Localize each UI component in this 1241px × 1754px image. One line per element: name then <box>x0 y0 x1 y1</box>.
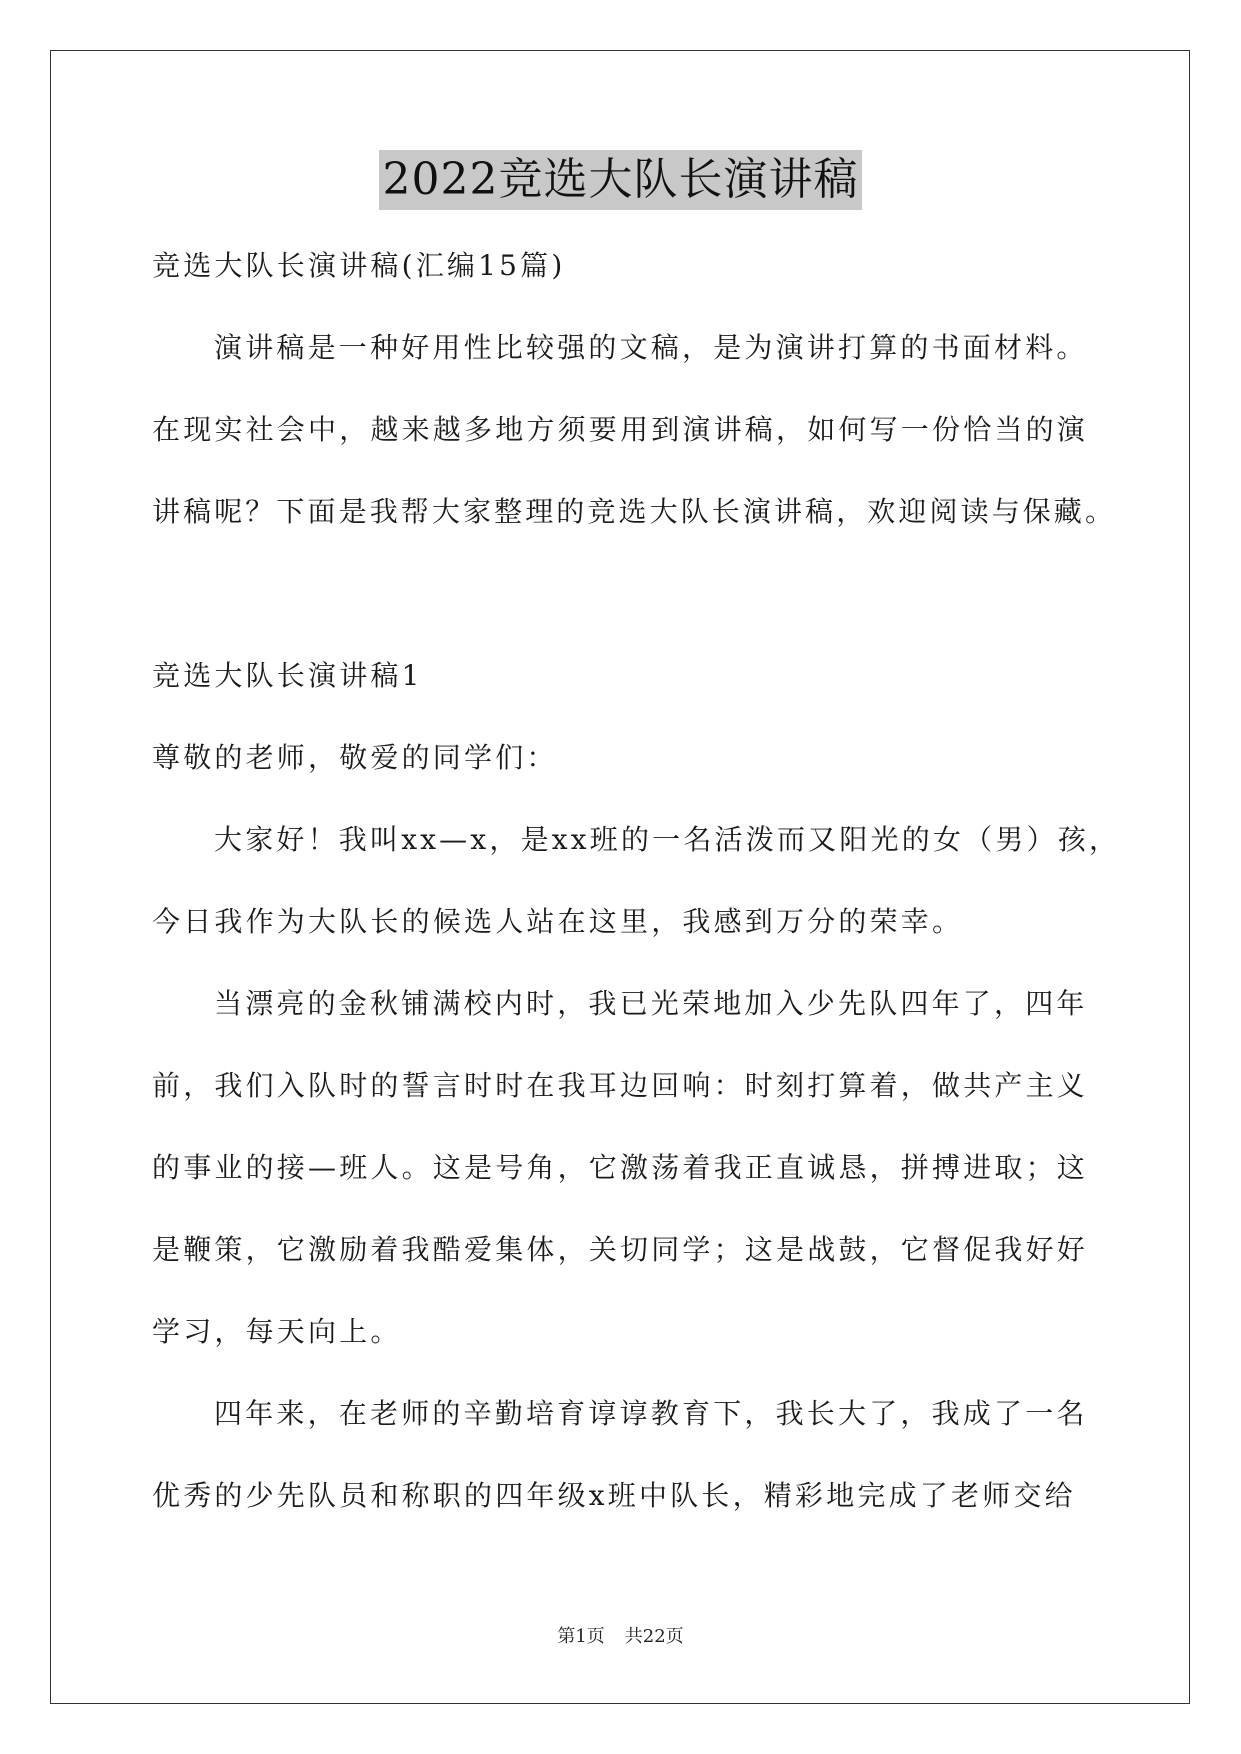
document-body <box>152 225 1121 1537</box>
paragraph-line: 的事业的接—班人。这是号角，它激荡着我正直诚恳，拼搏进取；这 <box>152 1151 1089 1184</box>
page-number: 第1页 <box>557 1626 605 1647</box>
paragraph-line: 大家好！我叫xx—x，是xx班的一名活泼而又阳光的女（男）孩， <box>214 823 1121 856</box>
section-heading: 竞选大队长演讲稿1 <box>152 659 423 692</box>
blank-line <box>152 553 1092 635</box>
paragraph-line: 学习，每天向上。 <box>152 1315 402 1348</box>
salutation-line: 尊敬的老师，敬爱的同学们： <box>152 741 558 774</box>
paragraph-line: 当漂亮的金秋铺满校内时，我已光荣地加入少先队四年了，四年 <box>214 987 1088 1020</box>
paragraph-line: 演讲稿是一种好用性比较强的文稿，是为演讲打算的书面材料。 <box>214 331 1088 364</box>
paragraph-line: 优秀的少先队员和称职的四年级x班中队长，精彩地完成了老师交给 <box>152 1479 1076 1512</box>
title-container <box>0 150 1241 210</box>
paragraph-line: 今日我作为大队长的候选人站在这里，我感到万分的荣幸。 <box>152 905 964 938</box>
document-title: 2022竞选大队长演讲稿 <box>379 150 863 210</box>
paragraph-line: 是鞭策，它激励着我酷爱集体，关切同学；这是战鼓，它督促我好好 <box>152 1233 1089 1266</box>
paragraph-line: 在现实社会中，越来越多地方须要用到演讲稿，如何写一份恰当的演 <box>152 413 1089 446</box>
subtitle-line: 竞选大队长演讲稿(汇编15篇) <box>152 249 566 282</box>
paragraph-line: 前，我们入队时的誓言时时在我耳边回响：时刻打算着，做共产主义 <box>152 1069 1089 1102</box>
paragraph-line: 四年来，在老师的辛勤培育谆谆教育下，我长大了，我成了一名 <box>214 1397 1088 1430</box>
paragraph-line: 讲稿呢？下面是我帮大家整理的竞选大队长演讲稿，欢迎阅读与保藏。 <box>152 495 1117 528</box>
page-footer <box>0 1622 1241 1648</box>
total-pages: 共22页 <box>624 1626 684 1647</box>
